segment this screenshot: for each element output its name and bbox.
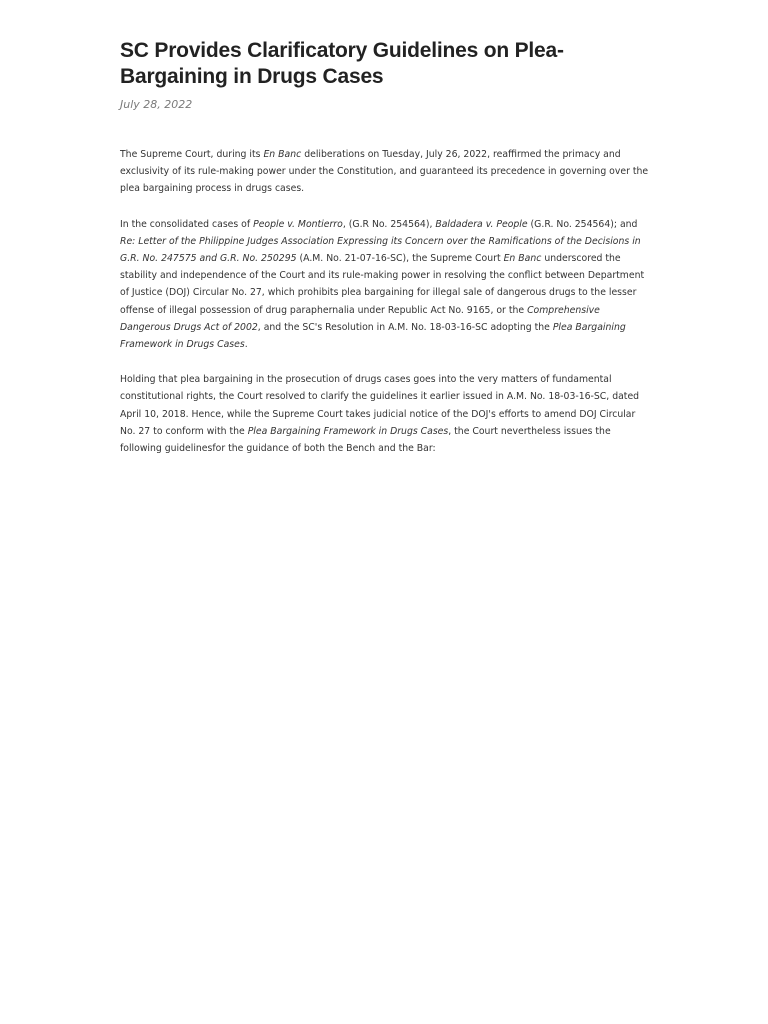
article-date: July 28, 2022 xyxy=(120,98,193,111)
framework-title: Plea Bargaining Framework in Drugs Cases xyxy=(247,425,449,437)
italic-run: En Banc xyxy=(503,253,542,265)
case-name: Baldadera v. People xyxy=(435,218,528,230)
text-run: underscored the stability and independence of the Court and its rule-making power in resolving the conflict between Department of Justice (DOJ) Circular No. 27, which prohibits plea bargaining for illegal sale of dangerous drugs to the lesser offense of illegal possession of drug paraphernalia under Republic Act No. 9165, or the xyxy=(120,253,645,316)
text-run: In the consolidated cases of xyxy=(120,218,254,230)
article-body xyxy=(120,146,652,457)
text-run: , (G.R No. 254564), xyxy=(342,218,436,230)
paragraph-1 xyxy=(120,146,652,198)
paragraph-3 xyxy=(120,371,652,457)
case-name: Re: Letter of the Philippine Judges Association Expressing its Concern over the Ramifications of the Decisions in G.R. No. 247575 and G.R. No. 250295 xyxy=(120,235,641,265)
text-run: (G.R. No. 254564); and xyxy=(527,218,638,230)
article-title: SC Provides Clarificatory Guidelines on Plea-Bargaining in Drugs Cases xyxy=(120,39,564,88)
text-run: , and the SC's Resolution in A.M. No. 18-03-16-SC adopting the xyxy=(257,321,553,333)
text-run: . xyxy=(244,339,248,351)
italic-run: En Banc xyxy=(263,149,302,160)
text-run: The Supreme Court, during its xyxy=(120,149,264,160)
text-run: deliberations on Tuesday, July 26, 2022, reaffirmed the primacy and exclusivity of its rule-making power under the Constitution, and guaranteed its precedence in governing over the plea bargaining process in drugs cases. xyxy=(120,149,649,195)
framework-title: Plea Bargaining Framework in Drugs Cases xyxy=(120,321,626,351)
text-run: Holding that plea bargaining in the prosecution of drugs cases goes into the very matters of fundamental constitutional rights, the Court resolved to clarify the guidelines it earlier issued in A.M. No. 18-03-16-SC, dated April 10, 2018. Hence, while the Supreme Court takes judicial notice of the DOJ's efforts to amend DOJ Circular No. 27 to conform with the xyxy=(120,374,640,437)
paragraph-2 xyxy=(120,216,652,354)
text-run: , the Court nevertheless issues the following guidelinesfor the guidance of both the Bench and the Bar: xyxy=(120,425,611,455)
text-run: (A.M. No. 21-07-16-SC), the Supreme Court xyxy=(296,253,504,265)
article xyxy=(120,38,652,475)
case-name: People v. Montierro xyxy=(253,218,343,230)
act-title: Comprehensive Dangerous Drugs Act of 2002 xyxy=(120,304,600,333)
